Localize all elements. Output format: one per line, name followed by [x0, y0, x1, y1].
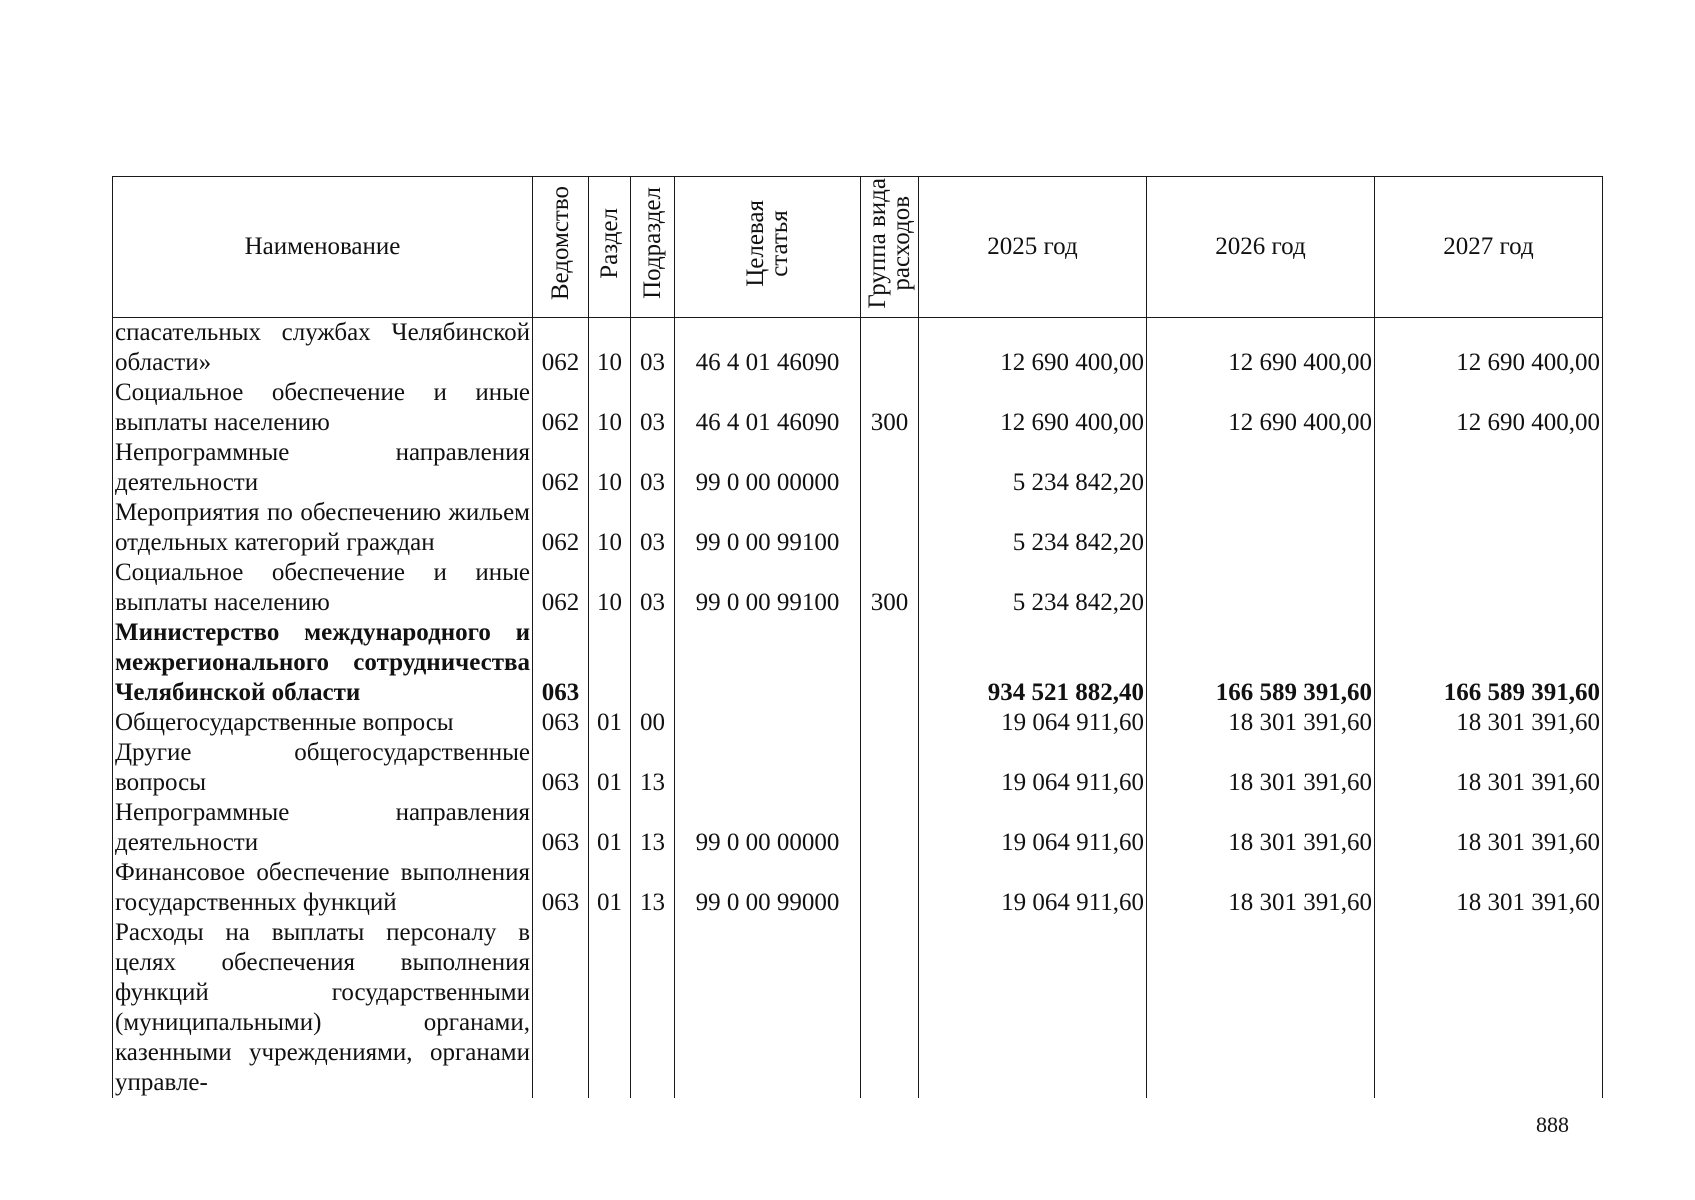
cell-target: 46 4 01 46090 [675, 318, 861, 379]
cell-y2027: 18 301 391,60 [1375, 738, 1603, 798]
cell-exp-group [861, 918, 919, 1098]
cell-target [675, 618, 861, 708]
cell-name: Социальное обеспечение и иные выплаты населению [113, 558, 533, 618]
cell-y2027 [1375, 918, 1603, 1098]
cell-exp-group: 300 [861, 378, 919, 438]
cell-y2027: 12 690 400,00 [1375, 378, 1603, 438]
cell-subsection: 03 [631, 498, 675, 558]
cell-y2025: 12 690 400,00 [919, 318, 1147, 379]
cell-subsection: 13 [631, 738, 675, 798]
cell-exp-group [861, 498, 919, 558]
cell-target: 99 0 00 99000 [675, 858, 861, 918]
cell-y2025: 19 064 911,60 [919, 708, 1147, 738]
header-target: Целевая статья [675, 177, 861, 318]
cell-dept: 063 [533, 618, 589, 708]
cell-section: 10 [589, 498, 631, 558]
cell-y2025: 5 234 842,20 [919, 498, 1147, 558]
cell-exp-group [861, 618, 919, 708]
table-row [113, 378, 1603, 438]
cell-section [589, 918, 631, 1098]
cell-dept: 062 [533, 378, 589, 438]
table-row [113, 858, 1603, 918]
cell-exp-group [861, 858, 919, 918]
cell-subsection: 03 [631, 378, 675, 438]
cell-dept: 063 [533, 738, 589, 798]
cell-dept: 063 [533, 708, 589, 738]
cell-dept: 062 [533, 558, 589, 618]
cell-y2025 [919, 918, 1147, 1098]
table-row [113, 738, 1603, 798]
cell-y2026: 18 301 391,60 [1147, 798, 1375, 858]
cell-subsection: 03 [631, 438, 675, 498]
cell-subsection [631, 918, 675, 1098]
cell-y2026: 12 690 400,00 [1147, 378, 1375, 438]
cell-exp-group [861, 438, 919, 498]
table-row [113, 708, 1603, 738]
cell-dept: 063 [533, 798, 589, 858]
cell-subsection: 13 [631, 798, 675, 858]
header-2025: 2025 год [919, 177, 1147, 318]
header-name: Наименование [113, 177, 533, 318]
cell-section: 10 [589, 378, 631, 438]
cell-dept: 062 [533, 438, 589, 498]
cell-y2026 [1147, 438, 1375, 498]
cell-y2025: 19 064 911,60 [919, 798, 1147, 858]
cell-y2027: 18 301 391,60 [1375, 858, 1603, 918]
cell-dept [533, 918, 589, 1098]
cell-subsection: 00 [631, 708, 675, 738]
cell-y2026: 18 301 391,60 [1147, 858, 1375, 918]
cell-y2026 [1147, 558, 1375, 618]
cell-section: 10 [589, 438, 631, 498]
cell-y2026: 18 301 391,60 [1147, 708, 1375, 738]
cell-y2025: 19 064 911,60 [919, 858, 1147, 918]
table-row [113, 918, 1603, 1098]
header-dept: Ведомство [533, 177, 589, 318]
cell-target: 99 0 00 00000 [675, 438, 861, 498]
header-2026: 2026 год [1147, 177, 1375, 318]
cell-subsection: 03 [631, 558, 675, 618]
cell-y2026: 166 589 391,60 [1147, 618, 1375, 708]
cell-dept: 062 [533, 318, 589, 379]
header-row [113, 177, 1603, 318]
cell-name: спасательных службах Челябинской области» [113, 318, 533, 379]
cell-section: 01 [589, 858, 631, 918]
cell-target [675, 918, 861, 1098]
cell-exp-group [861, 738, 919, 798]
cell-target: 99 0 00 00000 [675, 798, 861, 858]
cell-y2025: 19 064 911,60 [919, 738, 1147, 798]
cell-y2026: 18 301 391,60 [1147, 738, 1375, 798]
header-exp-group: Группа вида расходов [861, 177, 919, 318]
cell-exp-group [861, 318, 919, 379]
cell-y2025: 934 521 882,40 [919, 618, 1147, 708]
budget-table [112, 176, 1603, 1098]
cell-name: Непрограммные направления деятельности [113, 438, 533, 498]
cell-y2026: 12 690 400,00 [1147, 318, 1375, 379]
cell-section: 01 [589, 708, 631, 738]
table-row [113, 558, 1603, 618]
table-row [113, 798, 1603, 858]
cell-y2026 [1147, 918, 1375, 1098]
page-number: 888 [1536, 1112, 1569, 1137]
cell-y2025: 5 234 842,20 [919, 558, 1147, 618]
cell-exp-group [861, 798, 919, 858]
cell-name: Общегосударственные вопросы [113, 708, 533, 738]
cell-name: Мероприятия по обеспечению жильем отдельных категорий граждан [113, 498, 533, 558]
header-subsection: Подраздел [631, 177, 675, 318]
cell-target: 99 0 00 99100 [675, 558, 861, 618]
cell-section: 10 [589, 558, 631, 618]
cell-y2027: 166 589 391,60 [1375, 618, 1603, 708]
cell-subsection: 13 [631, 858, 675, 918]
cell-y2027 [1375, 438, 1603, 498]
cell-name: Министерство международного и межрегионального сотрудничества Челябинской области [113, 618, 533, 708]
cell-exp-group [861, 708, 919, 738]
table-row [113, 318, 1603, 379]
cell-dept: 062 [533, 498, 589, 558]
cell-y2027 [1375, 498, 1603, 558]
cell-y2025: 5 234 842,20 [919, 438, 1147, 498]
cell-y2025: 12 690 400,00 [919, 378, 1147, 438]
table-row [113, 618, 1603, 708]
cell-name: Другие общегосударственные вопросы [113, 738, 533, 798]
cell-name: Непрограммные направления деятельности [113, 798, 533, 858]
cell-exp-group: 300 [861, 558, 919, 618]
cell-y2027: 12 690 400,00 [1375, 318, 1603, 379]
cell-name: Финансовое обеспечение выполнения государственных функций [113, 858, 533, 918]
header-section: Раздел [589, 177, 631, 318]
header-2027: 2027 год [1375, 177, 1603, 318]
cell-subsection: 03 [631, 318, 675, 379]
cell-target: 46 4 01 46090 [675, 378, 861, 438]
cell-name: Расходы на выплаты персоналу в целях обеспечения выполнения функций государственными (муниципальными) органами, казенными учреждениями, органами управле- [113, 918, 533, 1098]
cell-target [675, 738, 861, 798]
cell-section [589, 618, 631, 708]
cell-name: Социальное обеспечение и иные выплаты населению [113, 378, 533, 438]
table-row [113, 498, 1603, 558]
cell-subsection [631, 618, 675, 708]
cell-target: 99 0 00 99100 [675, 498, 861, 558]
cell-y2026 [1147, 498, 1375, 558]
cell-target [675, 708, 861, 738]
cell-y2027: 18 301 391,60 [1375, 798, 1603, 858]
cell-dept: 063 [533, 858, 589, 918]
cell-section: 01 [589, 798, 631, 858]
cell-section: 01 [589, 738, 631, 798]
table-row [113, 438, 1603, 498]
cell-section: 10 [589, 318, 631, 379]
cell-y2027 [1375, 558, 1603, 618]
cell-y2027: 18 301 391,60 [1375, 708, 1603, 738]
